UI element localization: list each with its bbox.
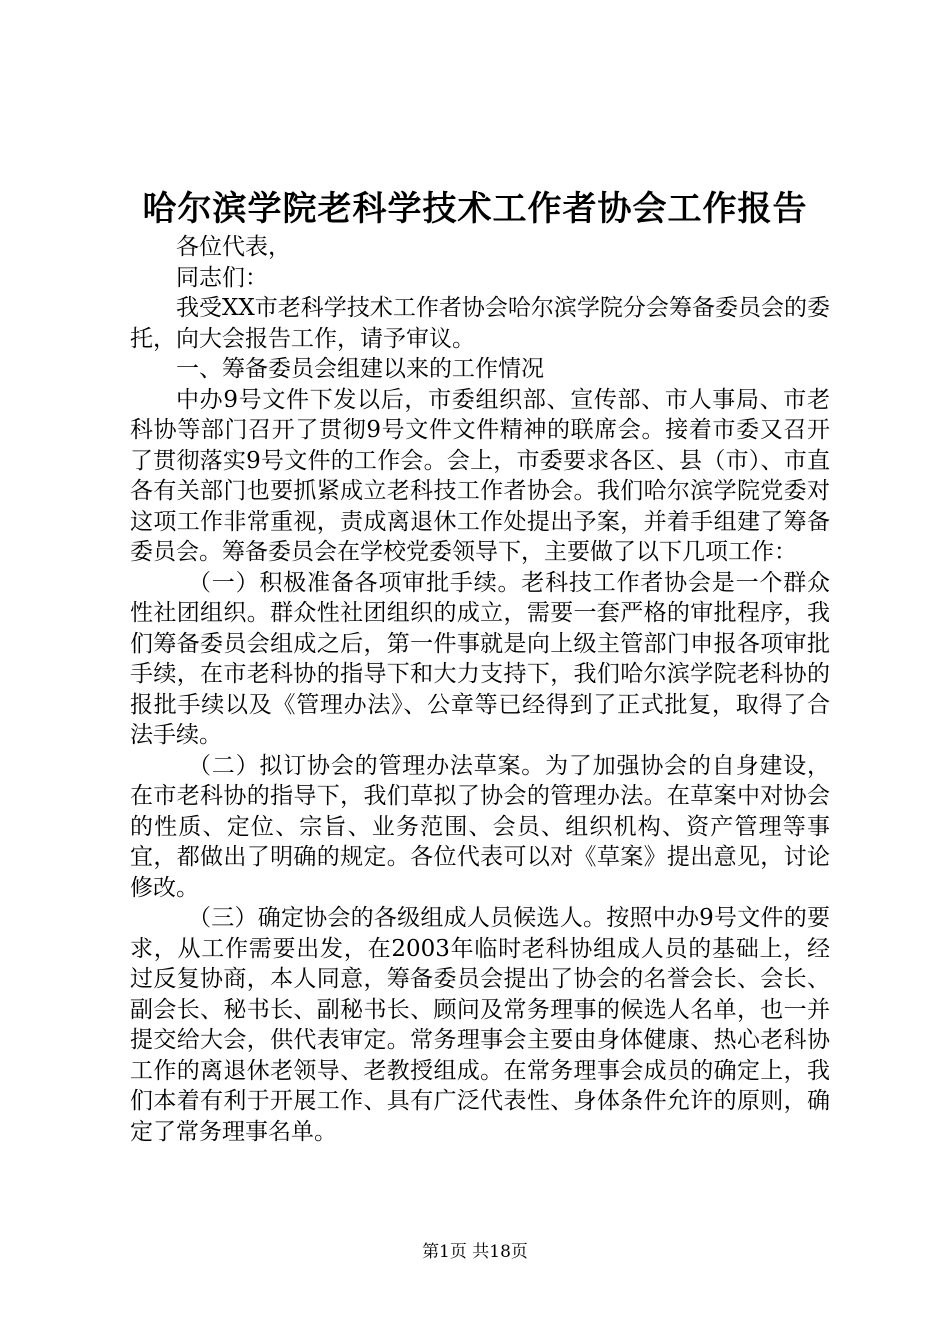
item-two-paragraph: （二）拟订协会的管理办法草案。为了加强协会的自身建设，在市老科协的指导下，我们草拟了协会的管理办法。在草案中对协会的性质、定位、宗旨、业务范围、会员、组织机构、资产管理等事宜，都做出了明确的规定。各位代表可以对《草案》提出意见，讨论修改。 [130,752,830,901]
item-one-paragraph: （一）积极准备各项审批手续。老科技工作者协会是一个群众性社团组织。群众性社团组织的成立，需要一套严格的审批程序，我们筹备委员会组成之后，第一件事就是向上级主管部门申报各项审批手续，在市老科协的指导下和大力支持下，我们哈尔滨学院老科协的报批手续以及《管理办法》、公章等已经得到了正式批复，取得了合法手续。 [130,569,830,748]
document-title: 哈尔滨学院老科学技术工作者协会工作报告 [142,189,808,229]
intro-paragraph: 我受XX市老科学技术工作者协会哈尔滨学院分会筹备委员会的委托，向大会报告工作，请予审议。 [130,295,830,352]
salutation-comrades: 同志们： [176,264,268,291]
section-heading: 一、筹备委员会组建以来的工作情况 [176,356,544,382]
document-body [130,232,830,1147]
salutation-delegates: 各位代表， [176,234,291,260]
item-three-paragraph: （三）确定协会的各级组成人员候选人。按照中办9号文件的要求，从工作需要出发，在2003年临时老科协组成人员的基础上，经过反复协商，本人同意，筹备委员会提出了协会的名誉会长、会长、副会长、秘书长、副秘书长、顾问及常务理事的候选人名单，也一并提交给大会，供代表审定。常务理事会主要由身体健康、热心老科协工作的离退休老领导、老教授组成。在常务理事会成员的确定上，我们本着有利于开展工作、具有广泛代表性、身体条件允许的原则，确定了常务理事名单。 [130,905,830,1145]
background-paragraph: 中办9号文件下发以后，市委组织部、宣传部、市人事局、市老科协等部门召开了贯彻9号文件文件精神的联席会。接着市委又召开了贯彻落实9号文件的工作会。会上，市委要求各区、县（市）、市直各有关部门也要抓紧成立老科技工作者协会。我们哈尔滨学院党委对这项工作非常重视，责成离退休工作处提出予案，并着手组建了筹备委员会。筹备委员会在学校党委领导下，主要做了以下几项工作： [130,386,830,565]
page-number-footer: 第1页 共18页 [422,1242,528,1262]
